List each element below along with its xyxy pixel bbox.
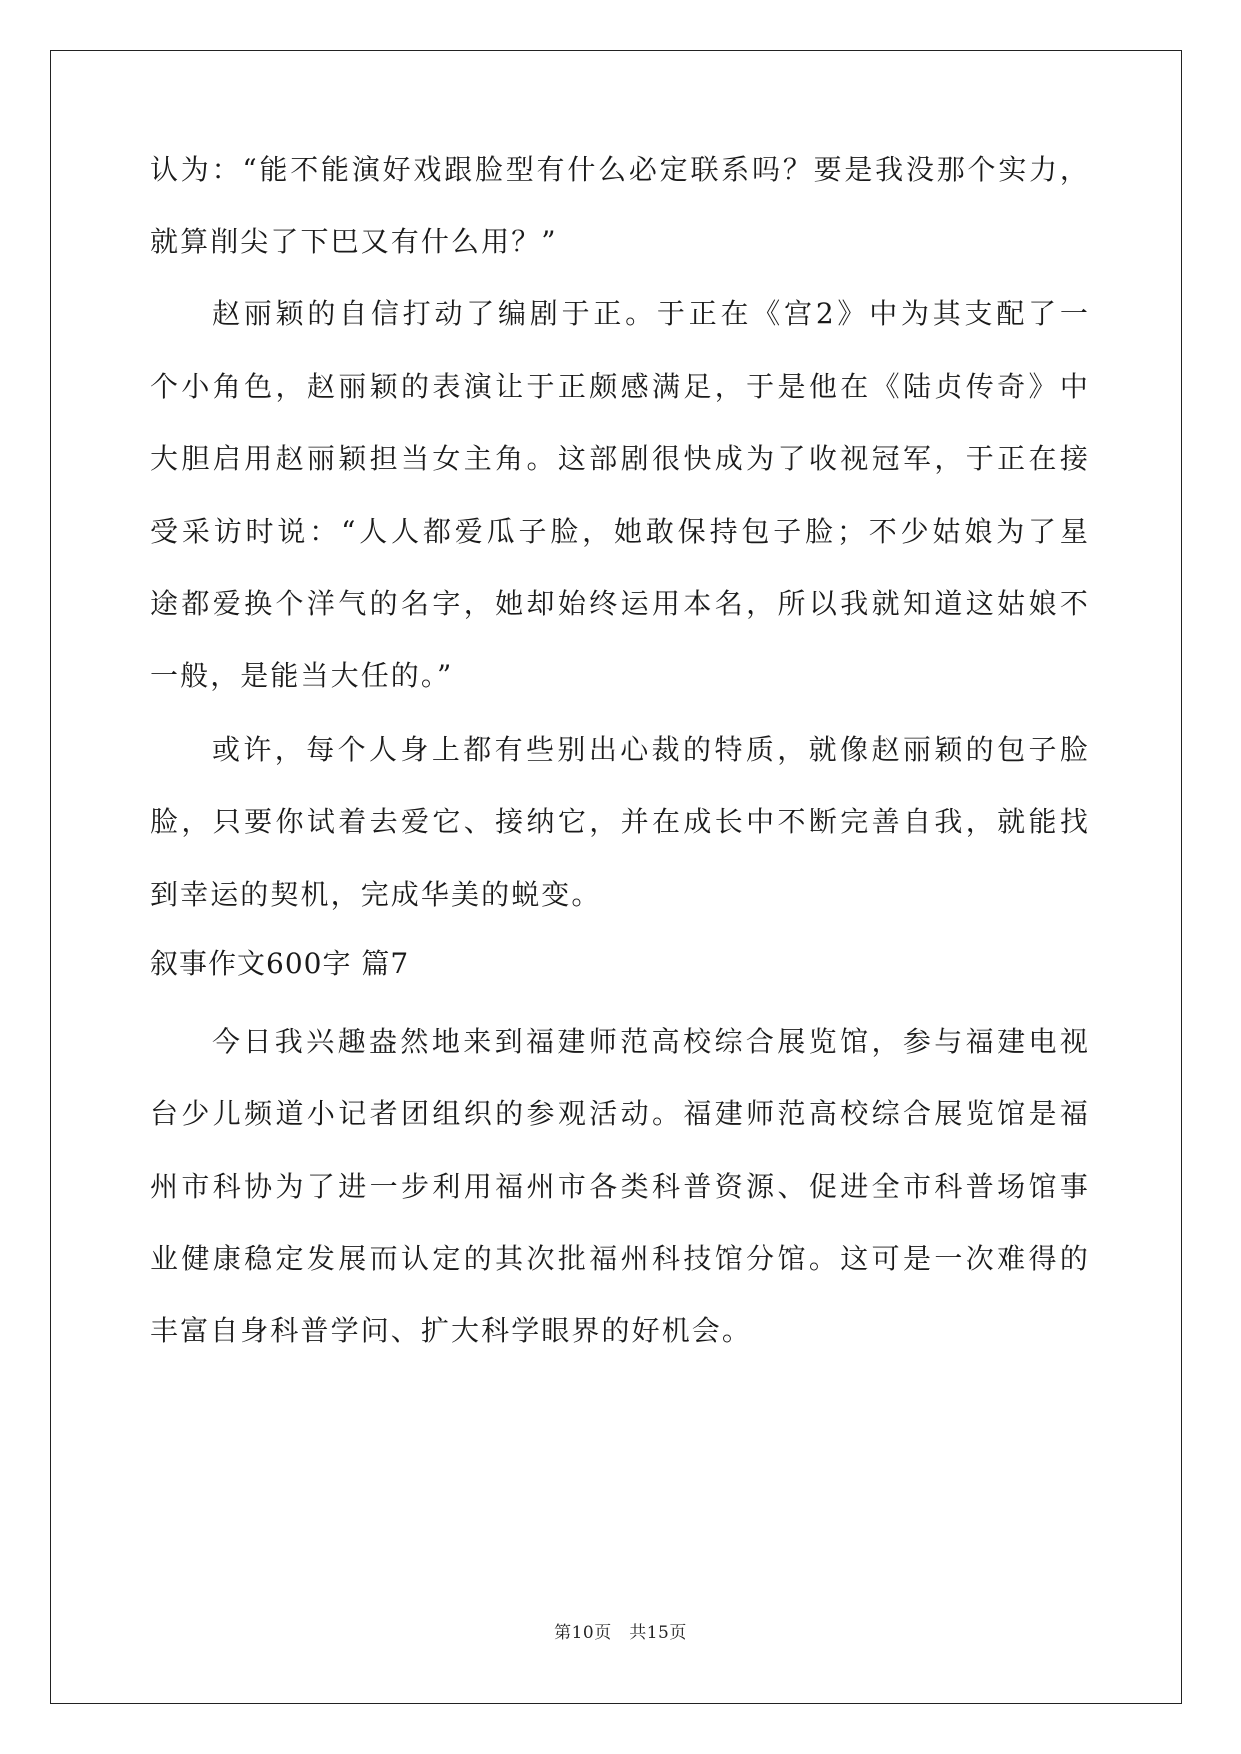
text-line: 赵丽颖的自信打动了编剧于正。于正在《宫2》中为其支配了一 (212, 297, 1090, 330)
text-line: 或许，每个人身上都有些别出心裁的特质，就像赵丽颖的包子脸 (212, 733, 1090, 766)
text-line: 认为：“能不能演好戏跟脸型有什么必定联系吗？要是我没那个实力， (150, 153, 1090, 186)
text-line: 一般，是能当大任的。” (150, 659, 454, 692)
text-line: 脸，只要你试着去爱它、接纳它，并在成长中不断完善自我，就能找 (150, 805, 1090, 838)
text-line: 业健康稳定发展而认定的其次批福州科技馆分馆。这可是一次难得的 (150, 1242, 1090, 1275)
text-line: 丰富自身科普学问、扩大科学眼界的好机会。 (150, 1314, 753, 1347)
text-line: 受采访时说：“人人都爱瓜子脸，她敢保持包子脸；不少姑娘为了星 (150, 515, 1090, 548)
text-line: 大胆启用赵丽颖担当女主角。这部剧很快成为了收视冠军，于正在接 (150, 442, 1090, 475)
text-line: 到幸运的契机，完成华美的蜕变。 (150, 878, 602, 911)
text-line: 途都爱换个洋气的名字，她却始终运用本名，所以我就知道这姑娘不 (150, 587, 1090, 620)
text-line: 个小角色，赵丽颖的表演让于正颇感满足，于是他在《陆贞传奇》中 (150, 370, 1090, 403)
page-number-footer: 第10页 共15页 (554, 1623, 687, 1643)
text-line: 今日我兴趣盎然地来到福建师范高校综合展览馆，参与福建电视 (212, 1025, 1090, 1058)
section-heading: 叙事作文600字 篇7 (150, 947, 410, 980)
text-line: 台少儿频道小记者团组织的参观活动。福建师范高校综合展览馆是福 (150, 1097, 1090, 1130)
text-line: 州市科协为了进一步利用福州市各类科普资源、促进全市科普场馆事 (150, 1170, 1090, 1203)
text-line: 就算削尖了下巴又有什么用？” (150, 225, 558, 258)
